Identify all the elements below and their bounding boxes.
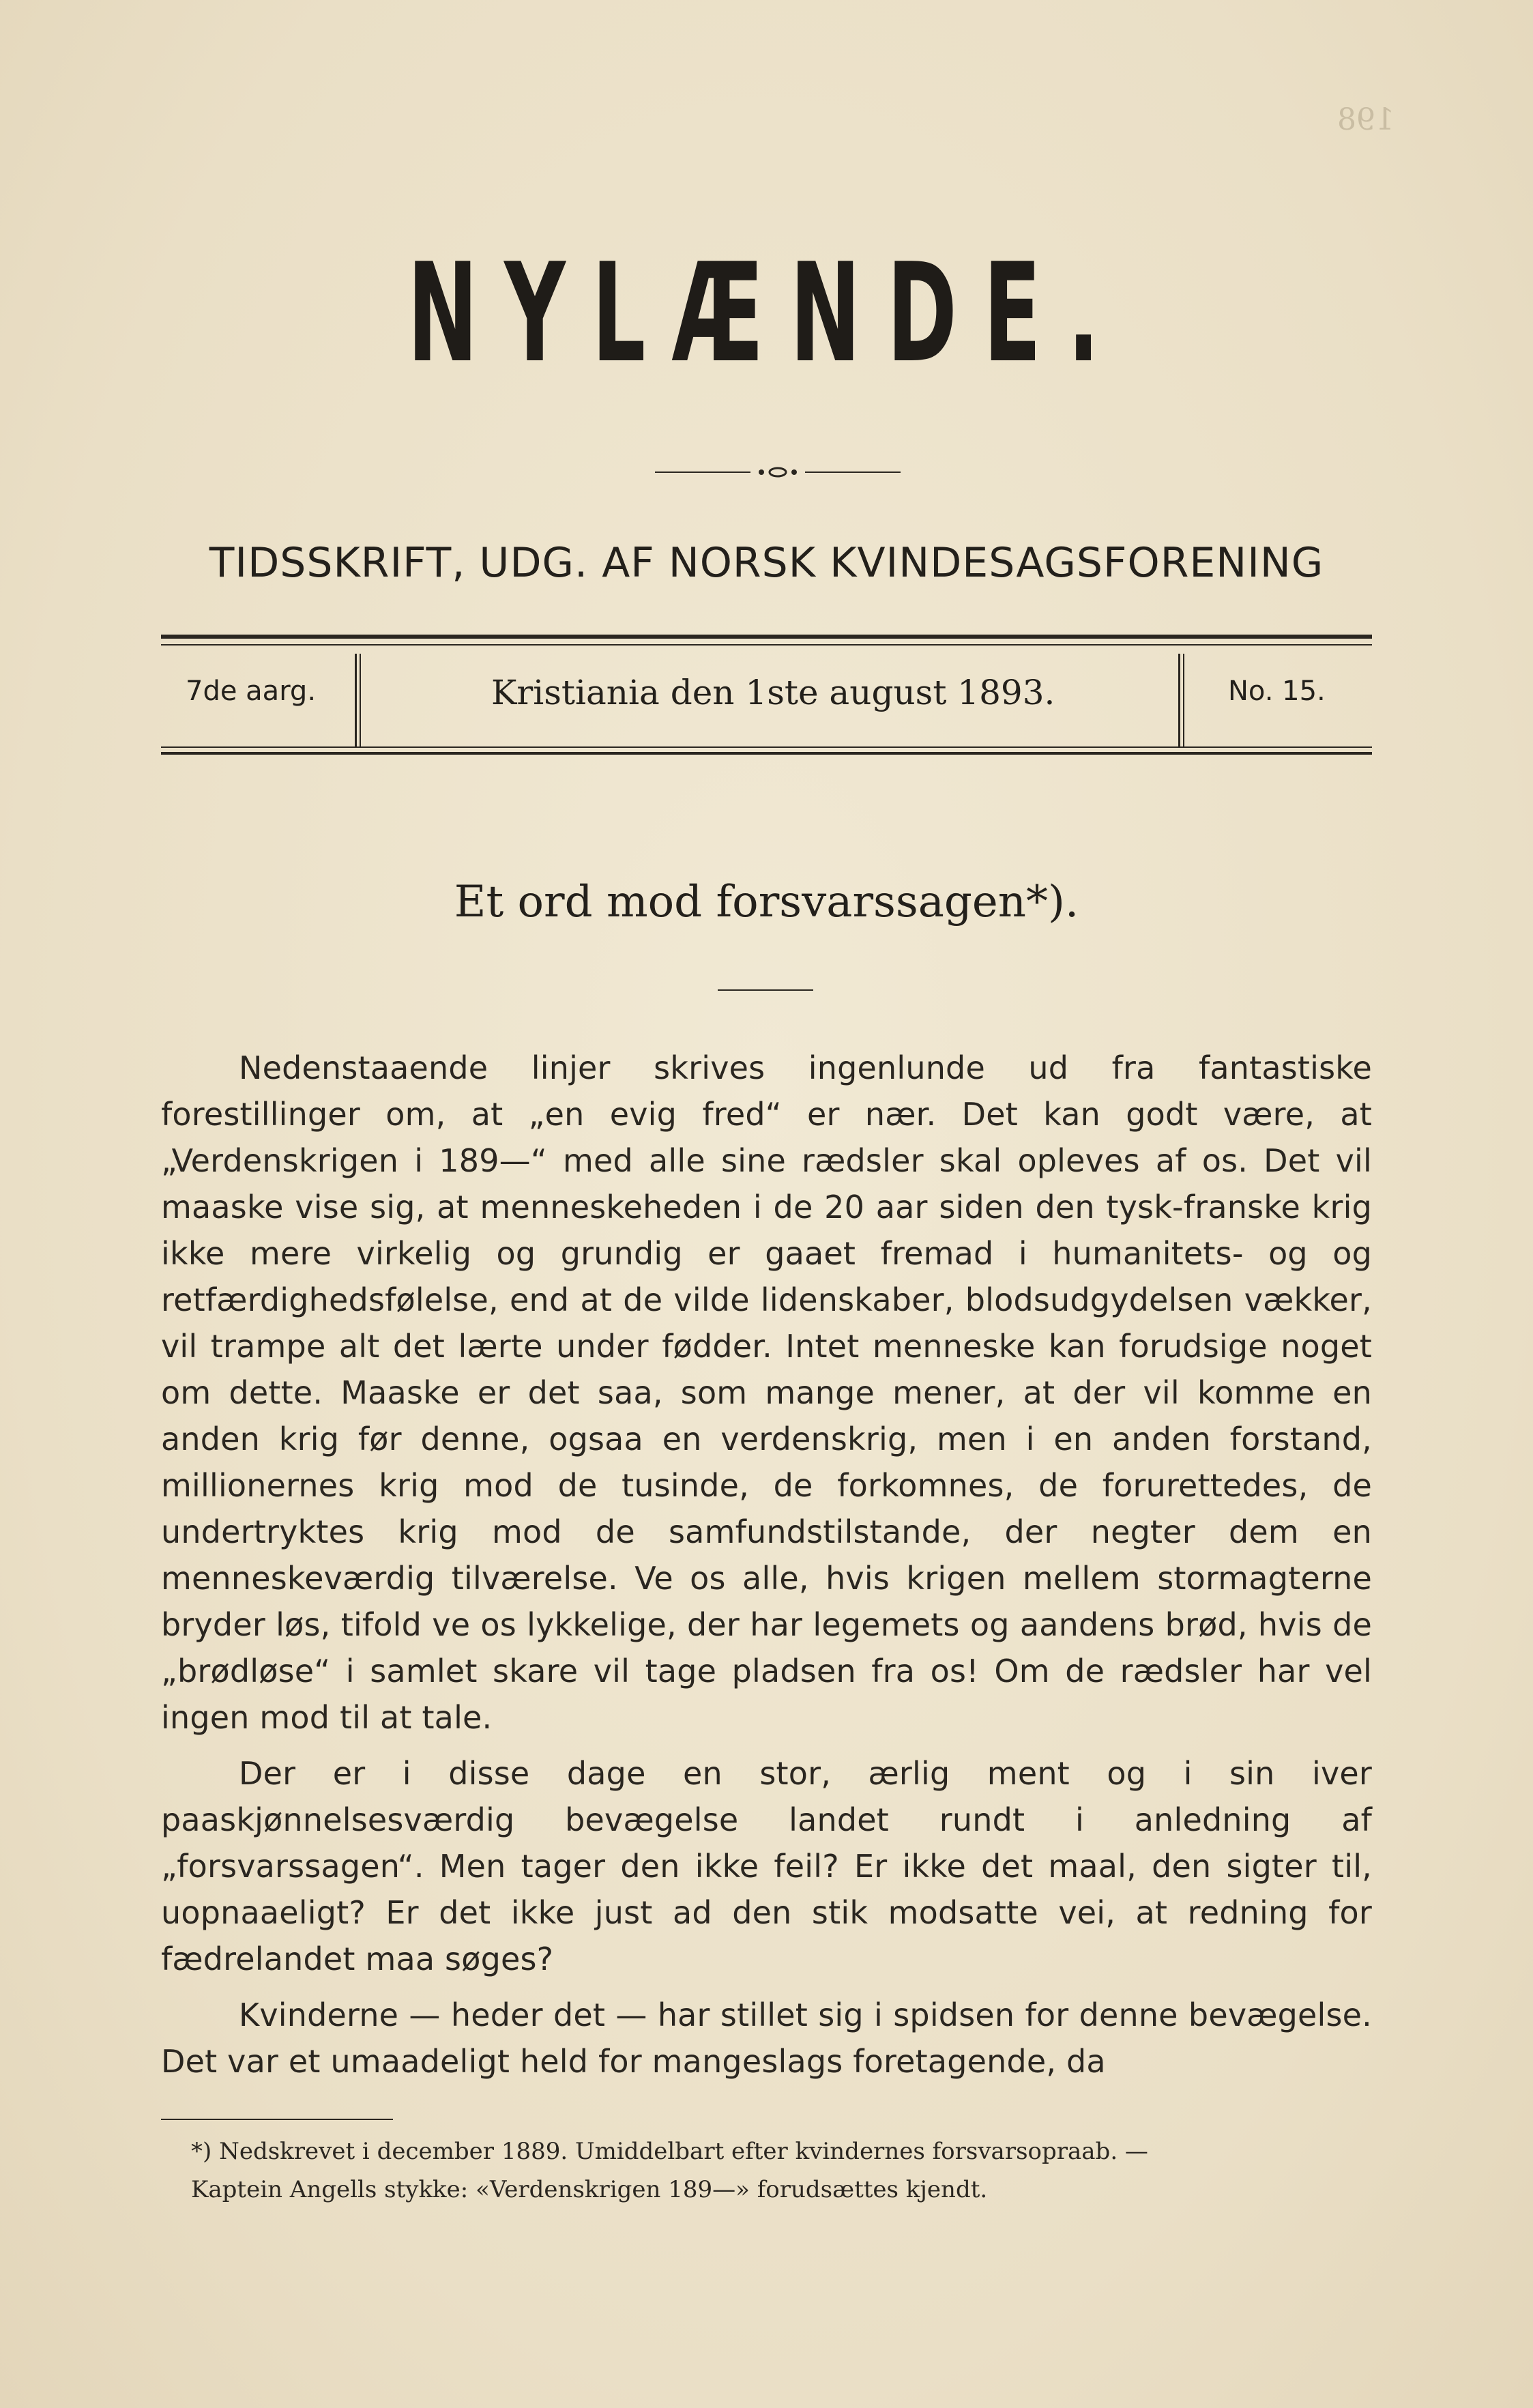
masthead-title: NYLÆNDE. (407, 234, 1126, 393)
header-rule-top (161, 635, 1372, 639)
info-separator-right-inner (1183, 654, 1184, 746)
header-rule-bottom-thin (161, 746, 1372, 748)
article-title: Et ord mod forsvarssagen*). (454, 877, 1079, 927)
article-body (161, 1045, 1372, 2094)
volume-label: 7de aarg. (186, 676, 317, 707)
ornament-divider-icon (655, 464, 901, 480)
article-paragraph-1: Nedenstaaende linjer skrives ingenlunde ud fra fantastiske forestillinger om, at „en evig fred“ er nær. Det kan godt være, at „Verdenskrigen i 189—“ med alle sine rædsler skal opleves af os. Det vil maaske vise sig, at menneskeheden i de 20 aar siden den tysk-franske krig ikke mere virkelig og grundig er gaaet fremad i humanitets- og og retfærdighedsfølelse, end at de vilde lidenskaber, blodsudgydelsen vækker, vil trampe alt det lærte under fødder. Intet menneske kan forudsige noget om dette. Maaske er det saa, som mange mener, at der vil komme en anden krig før denne, ogsaa en verdenskrig, men i en anden forstand, millionernes krig mod de tusinde, de forkomnes, de forurettedes, de undertryktes krig mod de samfundstilstande, der negter dem en menneskeværdig tilværelse. Ve os alle, hvis krigen mellem stormagterne bryder løs, tifold ve os lykkelige, der har legemets og aandens brød, hvis de „brødløse“ i samlet skare vil tage pladsen fra os! Om de rædsler har vel ingen mod til at tale. (161, 1049, 1372, 1736)
header-rule-top-thin (161, 644, 1372, 645)
issue-date: Kristiania den 1ste august 1893. (491, 673, 1055, 712)
info-separator-left (355, 654, 357, 746)
journal-subtitle: TIDSSKRIFT, UDG. AF NORSK KVINDESAGSFORENING (209, 539, 1324, 587)
footnote-line-2: Kaptein Angells stykke: «Verdenskrigen 189—» forudsættes kjendt. (191, 2176, 988, 2203)
header-rule-bottom (161, 752, 1372, 755)
article-paragraph-2: Der er i disse dage en stor, ærlig ment og i sin iver paaskjønnelsesværdig bevægelse landet rundt i anledning af „forsvarssagen“. Men tager den ikke feil? Er ikke det maal, den sigter til, uopnaaeligt? Er det ikke just ad den stik modsatte vei, at redning for fædrelandet maa søges? (161, 1755, 1372, 1977)
article-paragraph-3: Kvinderne — heder det — har stillet sig i spidsen for denne bevægelse. Det var et umaadeligt held for mangeslags foretagende, da (161, 1997, 1372, 2080)
bleed-through-page-number: 198 (1337, 102, 1395, 137)
footnote-rule (161, 2119, 393, 2120)
info-separator-right (1178, 654, 1180, 746)
title-divider (718, 989, 813, 991)
info-separator-left-inner (360, 654, 361, 746)
footnote (161, 2132, 1372, 2209)
footnote-line-1: *) Nedskrevet i december 1889. Umiddelbart efter kvindernes forsvarsopraab. — (191, 2138, 1148, 2165)
issue-number: No. 15. (1228, 676, 1326, 707)
